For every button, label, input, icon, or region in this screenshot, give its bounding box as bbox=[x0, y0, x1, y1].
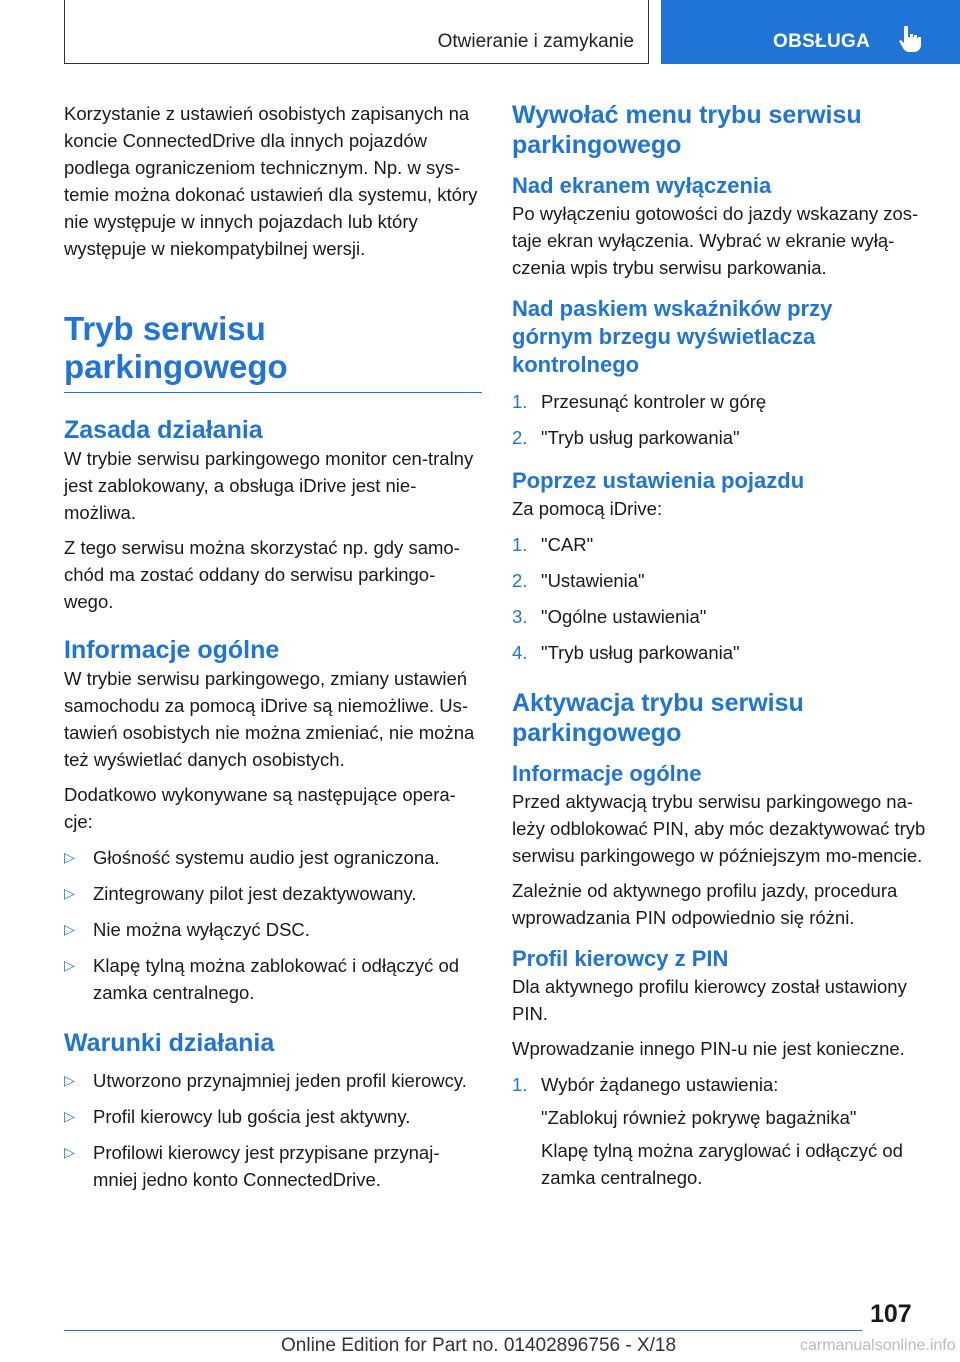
list-item: ▷ Nie można wyłączyć DSC. bbox=[64, 916, 482, 943]
triangle-bullet-icon: ▷ bbox=[64, 1144, 75, 1160]
vehicle-settings-paragraph: Za pomocą iDrive: bbox=[512, 498, 663, 519]
heading-call-menu-line-2: parkingowego bbox=[512, 131, 682, 159]
principle-paragraph-1: W trybie serwisu parkingowego monitor cen-tralny jest zablokowany, a obsługa iDrive jest nie-możliwa. bbox=[64, 448, 474, 523]
list-item: 3. "Ogólne ustawienia" bbox=[512, 606, 707, 627]
subheading-general-info: Informacje ogólne bbox=[512, 761, 702, 786]
main-heading-line-2: parkingowego bbox=[64, 348, 288, 385]
list-item: 2. "Ustawienia" bbox=[512, 570, 645, 591]
general-info-paragraph-1: Przed aktywacją trybu serwisu parkingowego na-leży odblokować PIN, aby móc dezaktywować tryb serwisu parkingowego w późniejszym mo-mencie. bbox=[512, 791, 926, 866]
right-column bbox=[512, 100, 928, 1191]
vehicle-settings-steps bbox=[512, 531, 928, 666]
list-item: 1. Przesunąć kontroler w górę bbox=[512, 391, 767, 412]
operations-list bbox=[64, 844, 482, 1006]
triangle-bullet-icon: ▷ bbox=[64, 1072, 75, 1088]
header-section-box bbox=[64, 0, 649, 64]
list-item: 2. "Tryb usług parkowania" bbox=[512, 427, 740, 448]
heading-activation-line-1: Aktywacja trybu serwisu bbox=[512, 689, 804, 717]
status-bar-steps bbox=[512, 388, 928, 451]
footer-watermark: carmanualsonline.info bbox=[800, 1337, 956, 1354]
section-title-conditions: Warunki działania bbox=[64, 1029, 275, 1057]
driver-profile-paragraph-1: Dla aktywnego profilu kierowcy został ustawiony PIN. bbox=[512, 976, 907, 1024]
header-section-title: Otwieranie i zamykanie bbox=[437, 31, 634, 52]
subheading-status-bar: Nad paskiem wskaźników przy górnym brzegu wyświetlacza kontrolnego bbox=[512, 296, 833, 377]
heading-activation-line-2: parkingowego bbox=[512, 719, 682, 747]
page-number: 107 bbox=[870, 1300, 912, 1328]
list-item: ▷ Klapę tylną można zablokować i odłączyć od zamka centralnego. bbox=[64, 952, 482, 1006]
list-item: 1. "CAR" bbox=[512, 534, 594, 555]
list-item: ▷ Zintegrowany pilot jest dezaktywowany. bbox=[64, 880, 482, 907]
heading-call-menu-line-1: Wywołać menu trybu serwisu bbox=[512, 101, 862, 129]
general-info-paragraph-2: Zależnie od aktywnego profilu jazdy, procedura wprowadzania PIN odpowiednio się różni. bbox=[512, 880, 898, 928]
list-item: ▷ Profilowi kierowcy jest przypisane przynaj-mniej jedno konto ConnectedDrive. bbox=[64, 1139, 482, 1193]
footer-divider bbox=[64, 1330, 862, 1331]
driver-profile-steps bbox=[512, 1071, 928, 1098]
subheading-shutdown-screen: Nad ekranem wyłączenia bbox=[512, 173, 772, 198]
triangle-bullet-icon: ▷ bbox=[64, 849, 75, 865]
list-item: 4. "Tryb usług parkowania" bbox=[512, 642, 740, 663]
left-column bbox=[64, 100, 482, 1193]
conditions-list bbox=[64, 1067, 482, 1193]
section-title-general: Informacje ogólne bbox=[64, 636, 280, 664]
list-item: 1. Wybór żądanego ustawienia: bbox=[512, 1074, 779, 1095]
triangle-bullet-icon: ▷ bbox=[64, 921, 75, 937]
list-item: ▷ Profil kierowcy lub gościa jest aktywny. bbox=[64, 1103, 482, 1130]
header-chapter-label: OBSŁUGA bbox=[773, 31, 871, 52]
subheading-vehicle-settings: Poprzez ustawienia pojazdu bbox=[512, 468, 805, 493]
list-item: ▷ Głośność systemu audio jest ograniczona. bbox=[64, 844, 482, 871]
triangle-bullet-icon: ▷ bbox=[64, 957, 75, 973]
pointing-hand-icon bbox=[897, 25, 923, 53]
section-title-principle: Zasada działania bbox=[64, 416, 263, 444]
main-heading-line-1: Tryb serwisu bbox=[64, 310, 266, 347]
step-sub-option: "Zablokuj również pokrywę bagażnika" bbox=[541, 1107, 857, 1128]
general-paragraph-2: Dodatkowo wykonywane są następujące opera-cje: bbox=[64, 784, 456, 832]
main-heading bbox=[64, 310, 482, 393]
shutdown-screen-paragraph: Po wyłączeniu gotowości do jazdy wskazany zos-taje ekran wyłączenia. Wybrać w ekranie wyłą-czenia wpis trybu serwisu parkowania. bbox=[512, 203, 919, 278]
header-chapter-tab[interactable] bbox=[661, 0, 960, 64]
footer-edition: Online Edition for Part no. 01402896756 - X/18 bbox=[281, 1335, 677, 1356]
driver-profile-paragraph-2: Wprowadzanie innego PIN-u nie jest konieczne. bbox=[512, 1038, 905, 1059]
step-sub-description: Klapę tylną można zaryglować i odłączyć od zamka centralnego. bbox=[541, 1140, 903, 1188]
subheading-driver-profile-pin: Profil kierowcy z PIN bbox=[512, 946, 729, 971]
triangle-bullet-icon: ▷ bbox=[64, 885, 75, 901]
intro-paragraph: Korzystanie z ustawień osobistych zapisanych na koncie ConnectedDrive dla innych pojazdów podlega ograniczeniom technicznym. Np. w sys-temie można dokonać ustawień dla systemu, który nie występuje w innych pojazdach lub który występuje w niekompatybilnej wersji. bbox=[64, 103, 478, 259]
triangle-bullet-icon: ▷ bbox=[64, 1108, 75, 1124]
list-item: ▷ Utworzono przynajmniej jeden profil kierowcy. bbox=[64, 1067, 482, 1094]
principle-paragraph-2: Z tego serwisu można skorzystać np. gdy samo-chód ma zostać oddany do serwisu parkingo-wego. bbox=[64, 537, 460, 612]
general-paragraph-1: W trybie serwisu parkingowego, zmiany ustawień samochodu za pomocą iDrive są niemożliwe. Us-tawień osobistych nie można zmieniać, nie można też wyświetlać danych osobistych. bbox=[64, 668, 475, 770]
